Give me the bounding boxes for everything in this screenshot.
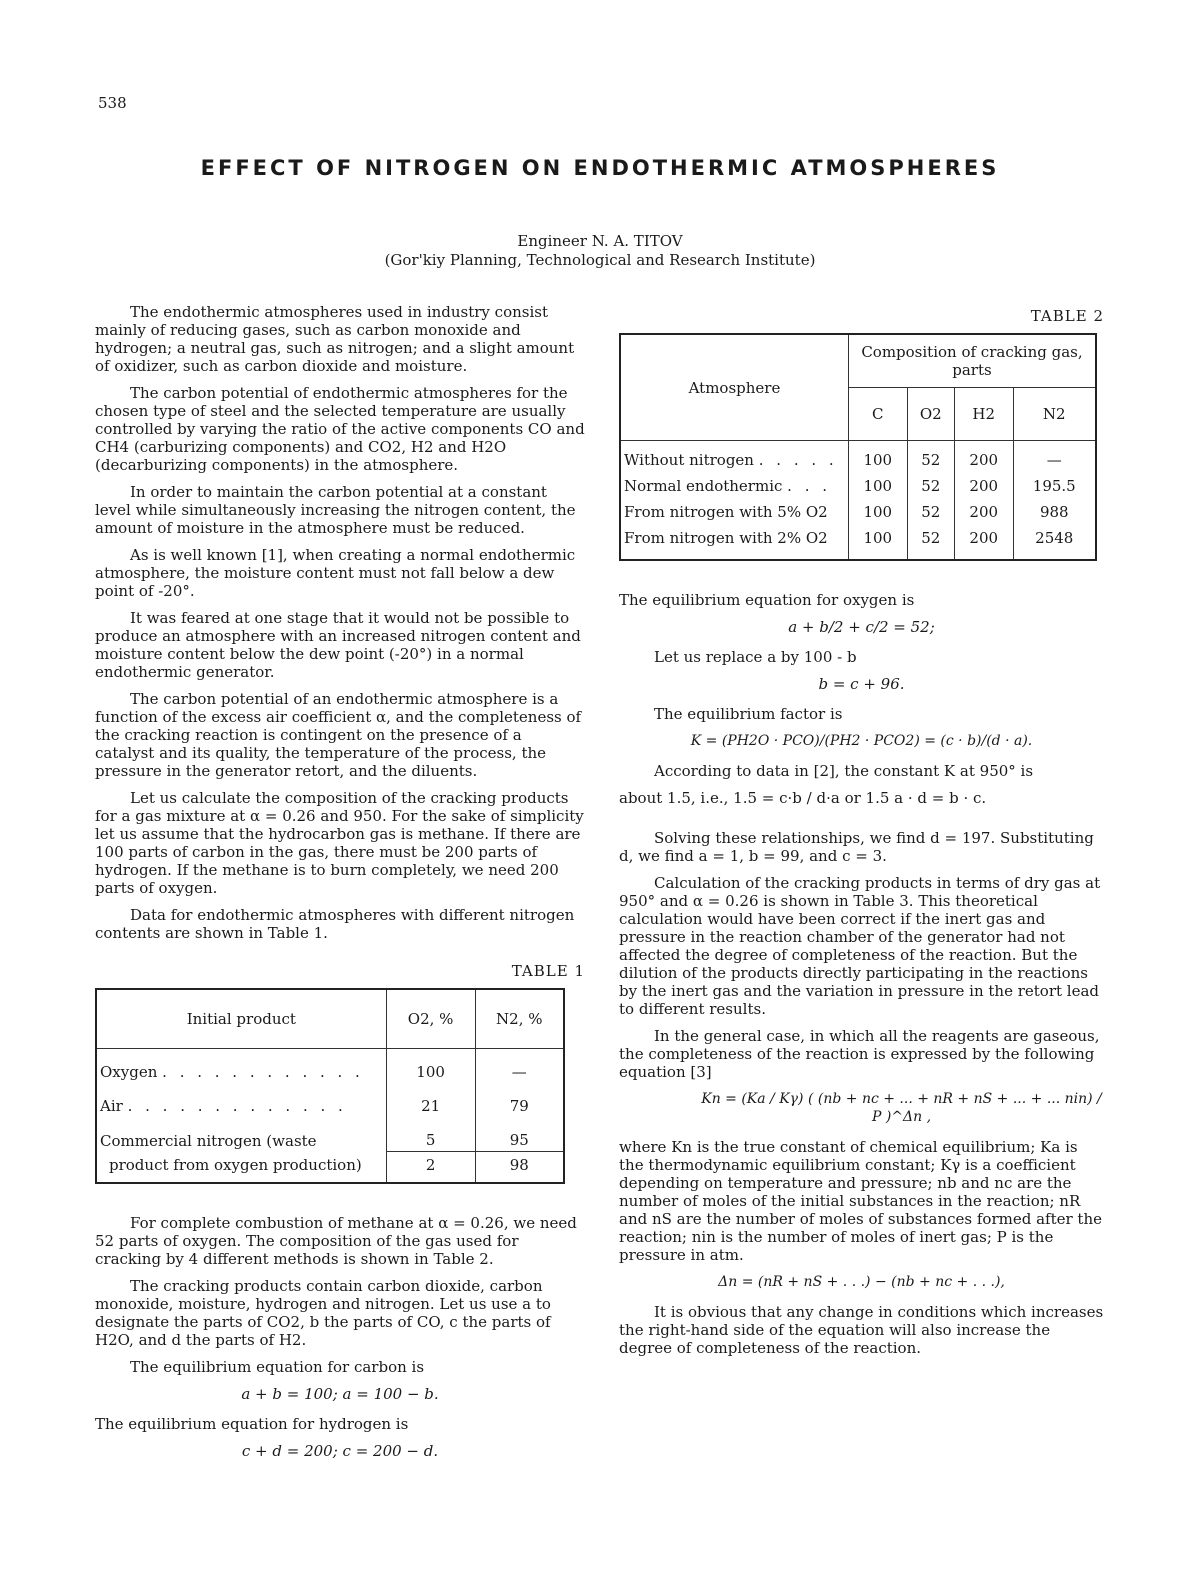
- equation-factor: K = (PH2O · PCO)/(PH2 · PCO2) = (c · b)/(d · a).: [690, 733, 1033, 749]
- table-row-label: Without nitrogen . . . . .: [620, 441, 848, 474]
- paragraph: According to data in [2], the constant K at 950° is: [654, 762, 1034, 780]
- table-row-label: Oxygen . . . . . . . . . . . .: [96, 1049, 386, 1086]
- equation-carbon: a + b = 100; a = 100 − b.: [241, 1385, 439, 1403]
- paragraph: In the general case, in which all the reagents are gaseous, the completeness of the reaction is expressed by the following equation [3]: [619, 1027, 1100, 1081]
- paragraph: about 1.5, i.e., 1.5 = c·b / d·a or 1.5 a · d = b · c.: [619, 789, 987, 807]
- author-name: Engineer N. A. TITOV: [517, 232, 683, 250]
- table-cell: 98: [475, 1152, 564, 1184]
- table-row-label: Air . . . . . . . . . . . . .: [96, 1085, 386, 1119]
- equation-hydrogen: c + d = 200; c = 200 − d.: [241, 1442, 439, 1460]
- article-title: EFFECT OF NITROGEN ON ENDOTHERMIC ATMOSPHERES: [200, 156, 1000, 180]
- table-cell: 988: [1013, 499, 1096, 525]
- table-cell: 2: [386, 1152, 475, 1184]
- table-cell: 52: [907, 473, 954, 499]
- table-cell: 200: [954, 499, 1013, 525]
- table-row-label: product from oxygen production): [96, 1152, 386, 1184]
- table-cell: 95: [475, 1119, 564, 1152]
- paragraph: The equilibrium equation for hydrogen is: [95, 1415, 409, 1433]
- table-cell: 52: [907, 441, 954, 474]
- paragraph: As is well known [1], when creating a normal endothermic atmosphere, the moisture content must not fall below a dew point of -20°.: [95, 546, 576, 600]
- table-cell: 100: [386, 1049, 475, 1086]
- paragraph: The equilibrium equation for oxygen is: [619, 591, 915, 609]
- paragraph: The equilibrium equation for carbon is: [130, 1358, 425, 1376]
- paragraph: It was feared at one stage that it would not be possible to produce an atmosphere with an increased nitrogen content and moisture content below the dew point (-20°) in a normal endothermic generator.: [95, 609, 581, 681]
- table-cell: 21: [386, 1085, 475, 1119]
- paragraph: Data for endothermic atmospheres with different nitrogen contents are shown in Table 1.: [95, 906, 575, 942]
- table1-header-n2: N2, %: [475, 989, 564, 1049]
- table-cell: 200: [954, 441, 1013, 474]
- table-1: [95, 988, 565, 1184]
- page-number: 538: [98, 94, 127, 112]
- table-cell: 52: [907, 499, 954, 525]
- paragraph: For complete combustion of methane at α = 0.26, we need 52 parts of oxygen. The composition of the gas used for cracking by 4 different methods is shown in Table 2.: [95, 1214, 577, 1268]
- equation-general: Kn = (Ka / Kγ) ( (nb + nc + ... + nR + nS + ... + ... nin) / P )^Δn ,: [701, 1091, 1102, 1125]
- table-cell: 200: [954, 473, 1013, 499]
- table2-label: TABLE 2: [1030, 307, 1104, 325]
- table-row-label: From nitrogen with 2% O2: [620, 525, 848, 560]
- equation-delta: Δn = (nR + nS + . . .) − (nb + nc + . . .),: [718, 1274, 1005, 1290]
- author-block: [0, 232, 1200, 270]
- table1-header-product: Initial product: [96, 989, 386, 1049]
- paragraph: where Kn is the true constant of chemical equilibrium; Ka is the thermodynamic equilibrium constant; Kγ is a coefficient depending on temperature and pressure; nb and nc are the number of moles of the initial substances in the reaction; nR and nS are the number of moles of substances formed after the reaction; nin is the number of moles of inert gas; P is the pressure in atm.: [619, 1138, 1102, 1264]
- table-2: [619, 333, 1097, 561]
- table2-subheader-h2: H2: [954, 388, 1013, 441]
- table-cell: 5: [386, 1119, 475, 1152]
- paragraph: It is obvious that any change in conditions which increases the right-hand side of the equation will also increase the degree of completeness of the reaction.: [619, 1303, 1104, 1357]
- table1-header-o2: O2, %: [386, 989, 475, 1049]
- table-row-label: Commercial nitrogen (waste: [96, 1119, 386, 1152]
- table-cell: 100: [848, 499, 907, 525]
- table-cell: 2548: [1013, 525, 1096, 560]
- paragraph: Let us replace a by 100 - b: [654, 648, 857, 666]
- paragraph: The cracking products contain carbon dioxide, carbon monoxide, moisture, hydrogen and nitrogen. Let us use a to designate the parts of CO2, b the parts of CO, c the parts of H2O, and d the parts of H2.: [95, 1277, 551, 1349]
- table-cell: 195.5: [1013, 473, 1096, 499]
- table2-subheader-n2: N2: [1013, 388, 1096, 441]
- table-cell: 100: [848, 525, 907, 560]
- table-cell: 100: [848, 441, 907, 474]
- table-cell: 79: [475, 1085, 564, 1119]
- table-cell: —: [1013, 441, 1096, 474]
- paragraph: The carbon potential of an endothermic atmosphere is a function of the excess air coefficient α, and the completeness of the cracking reaction is contingent on the presence of a catalyst and its quality, the temperature of the process, the pressure in the generator retort, and the diluents.: [95, 690, 582, 780]
- left-column: [95, 303, 585, 1472]
- author-affiliation: (Gor'kiy Planning, Technological and Research Institute): [384, 251, 816, 269]
- table2-header-group: Composition of cracking gas, parts: [848, 334, 1096, 388]
- paragraph: Solving these relationships, we find d = 197. Substituting d, we find a = 1, b = 99, and c = 3.: [619, 829, 1094, 865]
- paragraph: Calculation of the cracking products in terms of dry gas at 950° and α = 0.26 is shown in Table 3. This theoretical calculation would have been correct if the inert gas and pressure in the reaction chamber of the generator had not affected the degree of completeness of the reaction. But the dilution of the products directly participating in the reactions by the inert gas and the variation in pressure in the retort lead to different results.: [619, 874, 1101, 1018]
- table-cell: 100: [848, 473, 907, 499]
- table-cell: 200: [954, 525, 1013, 560]
- paragraph: The carbon potential of endothermic atmospheres for the chosen type of steel and the selected temperature are usually controlled by varying the ratio of the active components CO and CH4 (carburizing components) and CO2, H2 and H2O (decarburizing components) in the atmosphere.: [95, 384, 585, 474]
- table-row-label: From nitrogen with 5% O2: [620, 499, 848, 525]
- paragraph: In order to maintain the carbon potential at a constant level while simultaneously increasing the nitrogen content, the amount of moisture in the atmosphere must be reduced.: [95, 483, 576, 537]
- right-column: [619, 307, 1104, 1366]
- table2-subheader-o2: O2: [907, 388, 954, 441]
- table-row-label: Normal endothermic . . .: [620, 473, 848, 499]
- paragraph: The endothermic atmospheres used in industry consist mainly of reducing gases, such as carbon monoxide and hydrogen; a neutral gas, such as nitrogen; and a slight amount of oxidizer, such as carbon dioxide and moisture.: [95, 303, 575, 375]
- paragraph: The equilibrium factor is: [654, 705, 843, 723]
- table1-label: TABLE 1: [511, 962, 585, 980]
- paragraph: Let us calculate the composition of the cracking products for a gas mixture at α = 0.26 and 950. For the sake of simplicity let us assume that the hydrocarbon gas is methane. If there are 100 parts of carbon in the gas, there must be 200 parts of hydrogen. If the methane is to burn completely, we need 200 parts of oxygen.: [95, 789, 584, 897]
- equation-replace: b = c + 96.: [818, 675, 905, 693]
- table-cell: —: [475, 1049, 564, 1086]
- table2-header-atmosphere: Atmosphere: [620, 334, 848, 441]
- equation-oxygen: a + b/2 + c/2 = 52;: [788, 618, 935, 636]
- table2-subheader-c: C: [848, 388, 907, 441]
- table-cell: 52: [907, 525, 954, 560]
